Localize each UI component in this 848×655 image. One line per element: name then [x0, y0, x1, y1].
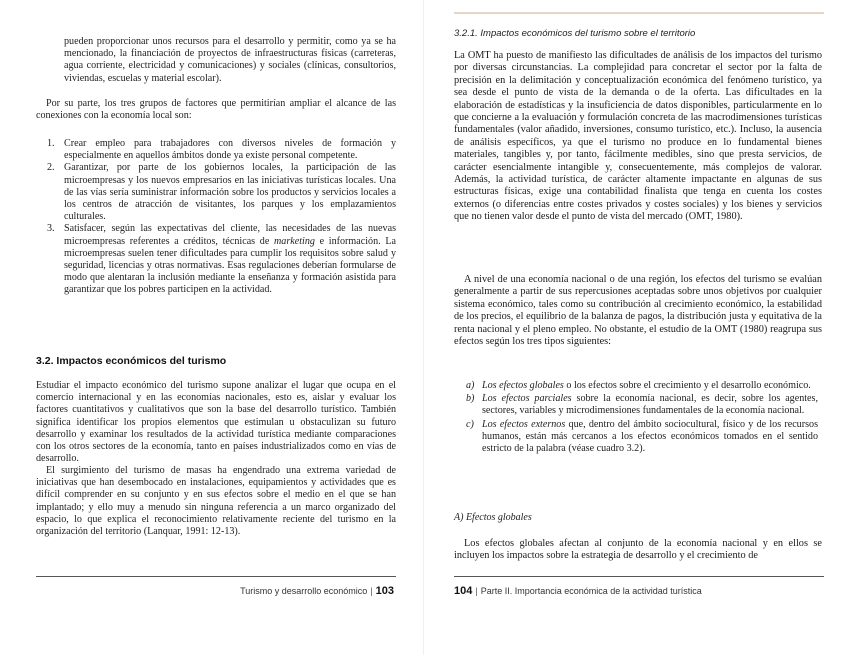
factors-list — [47, 138, 396, 297]
footer-rule — [454, 576, 824, 577]
list-item-emphasis: marketing — [274, 235, 315, 247]
list-item-text: sobre la economía nacional, es decir, sobre los agentes, sectores, variables y microdimensiones fundamentales de la economía nacional. — [482, 393, 818, 417]
right-page — [424, 0, 848, 655]
subheading-global-effects: A) Efectos globales — [454, 512, 532, 523]
list-item — [466, 418, 818, 456]
page-footer — [454, 585, 702, 597]
footer-separator: | — [370, 586, 373, 596]
list-item — [47, 223, 396, 296]
running-footer-title: Turismo y desarrollo económico — [240, 586, 368, 596]
effects-list — [466, 380, 818, 456]
list-item — [466, 380, 818, 392]
footer-rule — [36, 576, 396, 577]
list-item-text-after: e información. La microempresas suelen tener dificultades para cumplir los requisitos sobre salud y seguridad, licencias y otras normativas. Esas regulaciones deberían formularse de modo que alentaran la inclusión mediante la enseñanza y formación asistida para garantizar que los pobres participen en la actividad. — [64, 235, 396, 296]
section-paragraph-2: El surgimiento del turismo de masas ha engendrado una extrema variedad de iniciativas que han desembocado en instalaciones, equipamientos y actividades que es difícil comprender en su conjunto y en sus efectos sobre el medio en el que se han implantado; y ello muy a menudo sin ninguna referencia a un marco organizado del espacio, lo que explica el reconocimiento relativamente reciente del turismo en la organización del territorio (Lanquar, 1991: 12-13). — [36, 465, 396, 538]
list-item-text: que, dentro del ámbito sociocultural, físico y de los recursos humanos, están más cercanos a los efectos económicos tomados en el sentido estricto de la palabra (véase cuadro 3.2). — [482, 418, 818, 455]
list-letter: c) — [466, 418, 474, 430]
section-heading: 3.2. Impactos económicos del turismo — [36, 355, 227, 367]
continuation-paragraph: pueden proporcionar unos recursos para el desarrollo y permitir, como ya se ha mencionado, la financiación de proyectos de infraestructuras físicas (carreteras, agua corriente, electricidad y comunicaciones) y sociales (clínicas, consultorios, viviendas, escuelas y material escolar). — [64, 36, 396, 84]
running-footer-title: Parte II. Importancia económica de la actividad turística — [480, 586, 702, 596]
list-number: 1. — [47, 138, 55, 149]
page-number: 104 — [454, 585, 473, 597]
list-letter: a) — [466, 380, 475, 391]
header-rule — [454, 12, 824, 14]
page-number: 103 — [375, 585, 394, 597]
list-item-text: o los efectos sobre el crecimiento y el desarrollo económico. — [563, 380, 811, 391]
list-item — [47, 162, 396, 223]
list-number: 3. — [47, 223, 55, 235]
list-letter: b) — [466, 393, 475, 405]
right-paragraph-3: Los efectos globales afectan al conjunto de la economía nacional y en ellos se incluyen los impactos sobre la estrategia de desarrollo y el crecimiento de — [454, 538, 822, 562]
list-item — [466, 393, 818, 417]
list-term: Los efectos parciales — [482, 393, 572, 405]
footer-separator: | — [475, 586, 478, 596]
section-paragraph-1: Estudiar el impacto económico del turismo supone analizar el lugar que ocupa en el comercio internacional y en las economías nacionales, esto es, aislar y evaluar los factores cuantitativos y cualitativos que son la base del desarrollo turístico. También significa identificar los propios elementos que estimulan u obstaculizan su futuro desarrollo y examinar los resultados de la actividad turística mediante comparaciones con los otros sectores de la economía, tanto en países industrializados como en vías de desarrollo. — [36, 380, 396, 465]
list-term: Los efectos externos — [482, 418, 566, 430]
list-item-text-before: Satisfacer, según las expectativas del cliente, las necesidades de las nuevas microempresas referentes a créditos, técnicas de — [64, 223, 396, 247]
page-footer — [240, 585, 394, 597]
right-paragraph-1: La OMT ha puesto de manifiesto las dificultades de análisis de los impactos del turismo por diversas circunstancias. La complejidad para concretar el sector por la falta de precisión en la delimitación y conceptualización económica del fenómeno turístico, ya sea desde el punto de vista de la demanda o de la oferta. Las dificultades en la elaboración de estadísticas y la insuficiencia de datos disponibles, particularmente en lo que concierne a la evaluación y formulación concreta de las macrodimensiones turísticas fundamentales (valor añadido, inversiones, consumo turístico, etc.). Incluso, la ausencia de análisis específicos, ya que el turismo no produce en lo fundamental bienes materiales, tangibles y, por tanto, fácilmente medibles, sino que presta servicios, de carácter esencialmente intangible y, consecuentemente, más complejos de valorar. Además, la actividad turística, de carácter altamente impactante en algunas de sus estructuras físicas, exige una contabilidad finalista que tenga en cuenta los costes externos (o diferencias entre costes privados y costes sociales) y los bienes y servicios que no tienen valor desde el punto de vista del mercado (OMT, 1980). — [454, 50, 822, 223]
list-number: 2. — [47, 162, 55, 174]
list-item-text: Crear empleo para trabajadores con diversos niveles de formación y especialmente en aquellos ámbitos donde ya existe personal competente. — [64, 138, 396, 162]
subsection-title: 3.2.1. Impactos económicos del turismo sobre el territorio — [454, 28, 696, 39]
list-item — [47, 138, 396, 162]
list-term: Los efectos globales — [482, 380, 564, 391]
list-item-text: Garantizar, por parte de los gobiernos locales, la participación de las microempresas y los nuevos empresarios en las iniciativas turísticas locales. Una de las vías sería suministrar información sobre los productos y servicios locales a los centros de atracción de visitantes, los parques y los emplazamientos culturales. — [64, 162, 396, 223]
right-paragraph-2: A nivel de una economía nacional o de una región, los efectos del turismo se evalúan generalmente a partir de sus repercusiones aceptadas sobre unos objetivos por cualquier sistema económico, tales como su contribución al crecimiento económico, la estabilidad de los precios, el equilibrio de la balanza de pagos, la distribución justa y equitativa de la renta nacional y el pleno empleo. No obstante, el estudio de la OMT (1980) reagrupa sus efectos según los tres tipos siguientes: — [454, 274, 822, 348]
intro-paragraph: Por su parte, los tres grupos de factores que permitirían ampliar el alcance de las conexiones con la economía local son: — [36, 98, 396, 122]
